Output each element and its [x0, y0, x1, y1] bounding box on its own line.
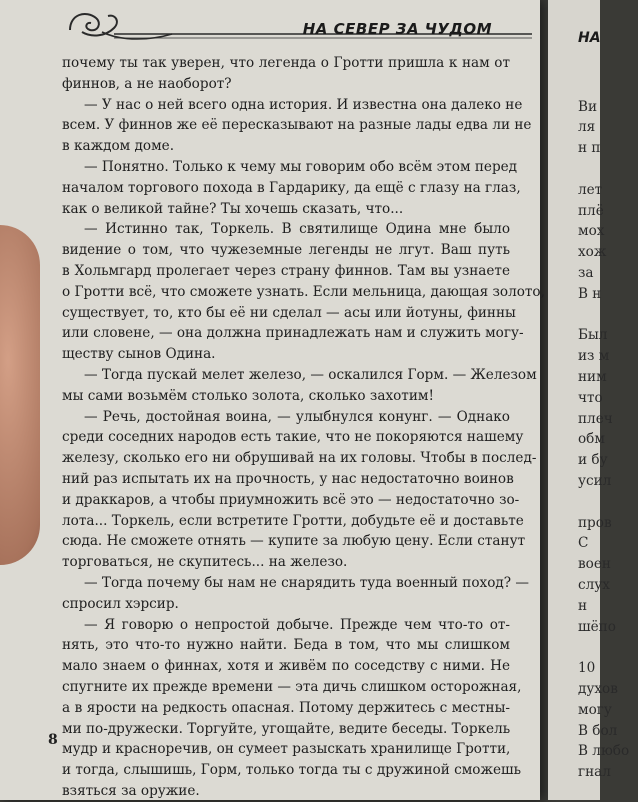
next-page-line: за	[578, 264, 594, 281]
next-page-line: В любо	[578, 743, 630, 760]
text-line: сюда. Не сможете отнять — купите за любую цену. Если станут	[62, 533, 526, 550]
next-page-line: Ви	[578, 98, 598, 115]
next-page-title-fragment: НА	[578, 30, 601, 46]
next-page-line: н	[578, 597, 588, 614]
text-line: ми по-дружески. Торгуйте, угощайте, ведите беседы. Торкель	[62, 720, 511, 737]
text-line: а в ярости на редкость опасная. Потому держитесь с местны-	[62, 699, 510, 716]
text-line: лота... Торкель, если встретите Гротти, добудьте её и доставьте	[62, 512, 524, 529]
next-page-line: В бол	[578, 722, 618, 739]
next-page-line: и бу	[578, 452, 608, 469]
text-line: почему ты так уверен, что легенда о Гротти пришла к нам от	[62, 55, 510, 71]
text-line: и тогда, слышишь, Горм, только тогда ты с дружиной сможешь	[62, 762, 522, 779]
next-page-line: духов	[578, 680, 618, 697]
next-page-line: слух	[578, 576, 610, 593]
text-line: — Истинно так, Торкель. В святилище Одина мне было	[84, 221, 510, 238]
text-line: железу, сколько его ни обрушивай на их головы. Чтобы в послед-	[62, 450, 537, 467]
text-line: спросил хэрсир.	[62, 595, 179, 612]
text-line: видение о том, что чужеземные легенды не лгут. Ваш путь	[62, 242, 510, 259]
next-page-line: н п	[578, 140, 601, 157]
next-page-line: из м	[578, 348, 610, 365]
next-page-line: хож	[578, 244, 607, 261]
next-page-line: 10	[578, 660, 596, 677]
running-title: НА СЕВЕР ЗА ЧУДОМ	[302, 20, 492, 38]
text-line: спугните их прежде времени — эта дичь слишком осторожная,	[62, 678, 522, 695]
next-page-line	[578, 55, 638, 76]
text-line: — У нас о ней всего одна история. И известна она далеко не	[84, 96, 523, 113]
thumb-photo	[0, 225, 40, 565]
text-line: — Тогда почему бы нам не снарядить туда военный поход? —	[84, 574, 529, 591]
next-page-line: воен	[578, 556, 611, 573]
text-line: началом торгового похода в Гардарику, да ещё с глазу на глаз,	[62, 179, 521, 196]
next-page-line: что	[578, 389, 603, 406]
text-line: — Понятно. Только к чему мы говорим обо всём этом перед	[84, 158, 518, 175]
text-line: в Хольмгард пролегает через страну финнов. Там вы узнаете	[62, 262, 510, 279]
next-page-line: С	[578, 535, 589, 552]
text-line: финнов, а не наоборот?	[62, 75, 232, 92]
next-page-line	[578, 305, 638, 326]
text-line: мало знаем о финнах, хотя и живём по соседству с ними. Не	[62, 658, 510, 675]
text-line: существует, то, кто бы её ни сделал — асы или йотуны, финны	[62, 304, 516, 321]
next-page-line: плё	[578, 202, 604, 219]
text-line: о Гротти всё, что сможете узнать. Если мельница, дающая золото,	[62, 283, 545, 300]
text-line: мы сами возьмём столько золота, сколько захотим!	[62, 387, 434, 404]
text-line: в каждом доме.	[62, 138, 175, 155]
next-page-line: обм	[578, 431, 605, 448]
text-line: взяться за оружие.	[62, 782, 200, 799]
next-page-line: лет	[578, 181, 603, 198]
next-page-line: ля	[578, 119, 596, 136]
text-line: торговаться, не скупитесь... на железо.	[62, 554, 348, 571]
next-page-line: могу	[578, 701, 612, 718]
next-page-line	[578, 159, 638, 180]
next-page-line: шёпо	[578, 618, 616, 635]
body-text	[62, 53, 545, 802]
text-line: как о великой тайне? Ты хочешь сказать, что...	[62, 200, 404, 217]
next-page-line: Был	[578, 327, 608, 344]
text-line: среди соседних народов есть такие, что не покоряются нашему	[62, 429, 524, 446]
page-number: 8	[48, 732, 58, 748]
next-page-line: мох	[578, 223, 605, 240]
text-line: нять, это что-то нужно найти. Беда в том, что мы слишком	[62, 637, 510, 654]
next-page-line	[578, 492, 638, 513]
text-line: ний раз испытать их на прочность, у нас недостаточно воинов	[62, 470, 514, 487]
next-page-line	[578, 76, 638, 97]
next-page-line	[578, 637, 638, 658]
next-page-line: усил	[578, 472, 612, 489]
text-line: и драккаров, а чтобы приумножить всё это — недостаточно зо-	[62, 491, 520, 508]
next-page-line: ним	[578, 368, 607, 385]
text-line: — Речь, достойная воина, — улыбнулся конунг. — Однако	[84, 408, 510, 425]
next-page-edge	[548, 0, 630, 800]
next-page-lines	[578, 55, 638, 783]
next-page-line: В н	[578, 285, 602, 302]
next-page-line: гнал	[578, 764, 611, 781]
text-line: — Тогда пускай мелет железо, — оскалился Горм. — Железом	[84, 366, 537, 383]
text-line: ществу сынов Одина.	[62, 346, 216, 363]
text-line: — Я говорю о непростой добыче. Прежде чем что-то от-	[84, 616, 510, 633]
next-page-line: плеч	[578, 410, 613, 427]
text-line: или словене, — она должна принадлежать нам и служить могу-	[62, 325, 524, 342]
text-line: мудр и красноречив, он сумеет разыскать хранилище Гротти,	[62, 741, 511, 758]
text-line: всем. У финнов же её пересказывают на разные лады едва ли не	[62, 117, 532, 134]
next-page-line: пров	[578, 514, 612, 531]
